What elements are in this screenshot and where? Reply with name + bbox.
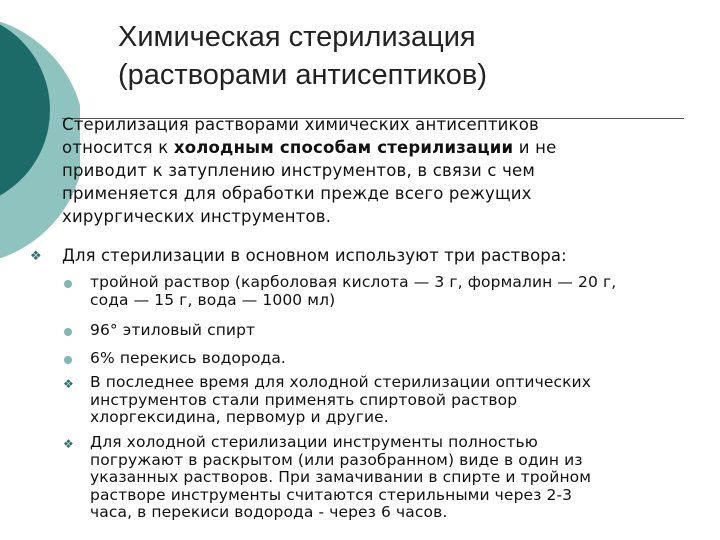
- chevron-bullet-icon: ❖: [63, 377, 74, 391]
- solutions-list: [66, 274, 706, 309]
- intro-line2a: относится к: [62, 138, 174, 157]
- list-item: [63, 433, 706, 522]
- list-item: [66, 322, 706, 340]
- list-item: [63, 373, 706, 427]
- list-item-line: растворе инструменты считаются стерильными через 2-3: [90, 485, 573, 504]
- intro-line3: приводит к затуплению инструментов, в связи с чем: [62, 161, 536, 180]
- notes-list: [63, 433, 706, 522]
- list-item-text: 96° этиловый спирт: [90, 321, 256, 339]
- circle-bullet-icon: [64, 328, 72, 336]
- intro-line5: хирургических инструментов.: [62, 207, 332, 226]
- list-item-line: часа, в перекиси водорода - через 6 часов.: [90, 503, 448, 521]
- slide-title: [118, 18, 698, 94]
- circle-bullet-icon: [64, 356, 72, 364]
- intro-line1: Стерилизация растворами химических антисептиков: [62, 115, 539, 134]
- list-item-text: 6% перекись водорода.: [90, 349, 286, 367]
- list-item: [66, 274, 706, 309]
- slide-title-line2: (растворами антисептиков): [118, 59, 487, 91]
- list-item-line: хлоргексидина, первомур и другие.: [90, 408, 389, 426]
- intro-line4: применяется для обработки прежде всего режущих: [62, 184, 532, 203]
- list-item-line: погружают в раскрытом (или разобранном) виде в один из: [90, 450, 583, 469]
- list-item: [66, 350, 706, 368]
- slide-title-line1: Химическая стерилизация: [118, 21, 476, 53]
- list-item-line: Для холодной стерилизации инструменты полностью: [90, 433, 538, 451]
- intro-emphasis: холодным способам стерилизации: [173, 138, 514, 157]
- list-item-line: указанных растворов. При замачивании в спирте и тройном: [90, 468, 592, 486]
- chevron-bullet-icon: ❖: [63, 437, 74, 451]
- intro-paragraph: [62, 113, 702, 228]
- list-item-text: [90, 374, 700, 427]
- list-item-line: инструментов стали применять спиртовой раствор: [90, 390, 518, 409]
- notes-list: [63, 373, 706, 427]
- solutions-list: [66, 322, 706, 340]
- list-item-text: [90, 434, 700, 522]
- chevron-bullet-icon: ❖: [30, 249, 42, 264]
- intro-line2c: и не: [513, 138, 557, 157]
- second-paragraph-text: Для стерилизации в основном используют три раствора:: [62, 246, 567, 265]
- solutions-list: [66, 350, 706, 368]
- circle-bullet-icon: [64, 280, 72, 288]
- list-item-line: сода — 15 г, вода — 1000 мл): [90, 290, 336, 309]
- list-item-text: [90, 274, 700, 309]
- list-item-line: В последнее время для холодной стерилизации оптических: [90, 373, 591, 391]
- list-item-line: тройной раствор (карболовая кислота — 3 г, формалин — 20 г,: [90, 273, 617, 291]
